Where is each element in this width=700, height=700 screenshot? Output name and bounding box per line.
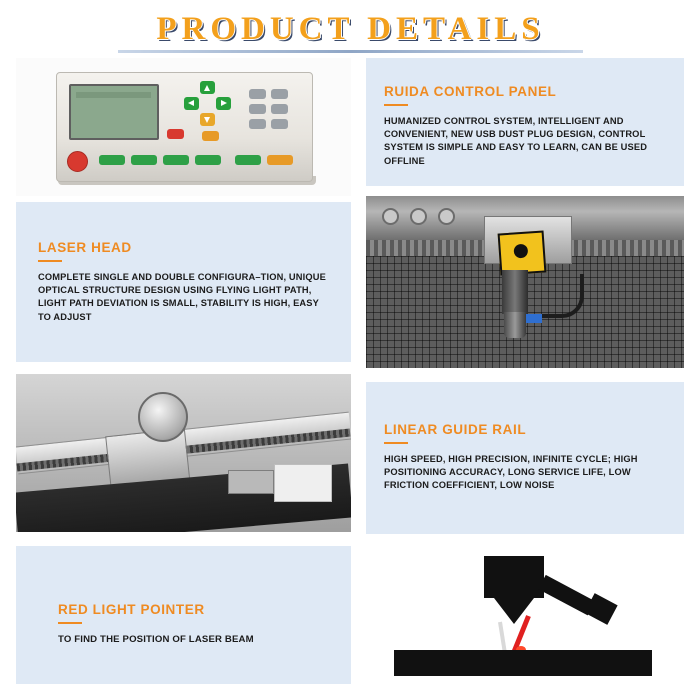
control-panel-body — [56, 72, 313, 182]
laser-warning-plate — [498, 230, 547, 275]
red-light-pointer-illustration — [366, 546, 684, 684]
ruida-control-panel-description: HUMANIZED CONTROL SYSTEM, INTELLIGENT AND CONVENIENT, NEW USB DUST PLUG DESIGN, CONTROL SYSTEM IS SIMPLE AND EASY TO LEARN, CAN BE USED OFFLINE — [384, 116, 648, 166]
stop-button-icon — [67, 151, 88, 172]
control-panel-key — [131, 155, 157, 165]
control-panel-key — [167, 129, 184, 139]
arrow-down-icon — [200, 113, 215, 126]
rail-knob-icon — [438, 208, 455, 225]
rail-knob-icon — [382, 208, 399, 225]
linear-guide-rail-photo — [16, 374, 351, 532]
control-panel-screen — [69, 84, 159, 140]
red-light-pointer-text-block — [16, 546, 351, 684]
rail-end-plate — [274, 464, 332, 502]
title-underline — [58, 622, 82, 624]
linear-guide-rail-title: LINEAR GUIDE RAIL — [384, 422, 527, 437]
page-title: PRODUCT DETAILS — [156, 10, 545, 47]
control-panel-key — [267, 155, 293, 165]
linear-guide-rail-description: HIGH SPEED, HIGH PRECISION, INFINITE CYCLE; HIGH POSITIONING ACCURACY, LONG SERVICE LIFE, LOW FRICTION COEFFICIENT, LOW NOISE — [384, 454, 638, 491]
ruida-control-panel-text-block — [366, 58, 684, 186]
laser-head-title: LASER HEAD — [38, 240, 132, 255]
control-panel-key — [195, 155, 221, 165]
arrow-up-icon — [200, 81, 215, 94]
title-underline — [38, 260, 62, 262]
pulley-icon — [138, 392, 188, 442]
control-panel-key — [249, 119, 266, 129]
laser-head-text-block — [16, 202, 351, 362]
laser-nozzle — [504, 312, 526, 338]
control-panel-key — [202, 131, 219, 141]
red-light-pointer-description: TO FIND THE POSITION OF LASER BEAM — [58, 634, 254, 645]
red-light-pointer-title: RED LIGHT POINTER — [58, 602, 205, 617]
arrow-right-icon — [216, 97, 231, 110]
linear-guide-rail-text-block — [366, 382, 684, 534]
arrow-left-icon — [184, 97, 199, 110]
control-panel-key — [249, 89, 266, 99]
workpiece-slab — [394, 650, 652, 676]
laser-head-photo — [366, 196, 684, 368]
laser-beam-line — [498, 622, 507, 652]
blue-connector — [526, 314, 542, 323]
laser-tube — [502, 270, 528, 314]
title-underline — [384, 442, 408, 444]
ruida-control-panel-photo — [16, 58, 351, 196]
control-panel-key — [249, 104, 266, 114]
control-panel-key — [235, 155, 261, 165]
rail-knob-icon — [410, 208, 427, 225]
laser-head-description: COMPLETE SINGLE AND DOUBLE CONFIGURA–TION, UNIQUE OPTICAL STRUCTURE DESIGN USING FLYING LIGHT PATH, LIGHT PATH DEVIATION IS SMALL, STABILITY IS HIGH, EASY TO ADJUST — [38, 272, 326, 322]
title-underline — [384, 104, 408, 106]
control-panel-key — [163, 155, 189, 165]
header-divider — [118, 50, 583, 53]
control-panel-key — [99, 155, 125, 165]
control-panel-key — [271, 104, 288, 114]
control-panel-key — [271, 89, 288, 99]
control-panel-key — [271, 119, 288, 129]
ruida-control-panel-title: RUIDA CONTROL PANEL — [384, 84, 557, 99]
air-hose — [528, 274, 584, 318]
rail-block — [228, 470, 274, 494]
page-header — [118, 8, 583, 50]
laser-head-shape — [484, 556, 544, 598]
